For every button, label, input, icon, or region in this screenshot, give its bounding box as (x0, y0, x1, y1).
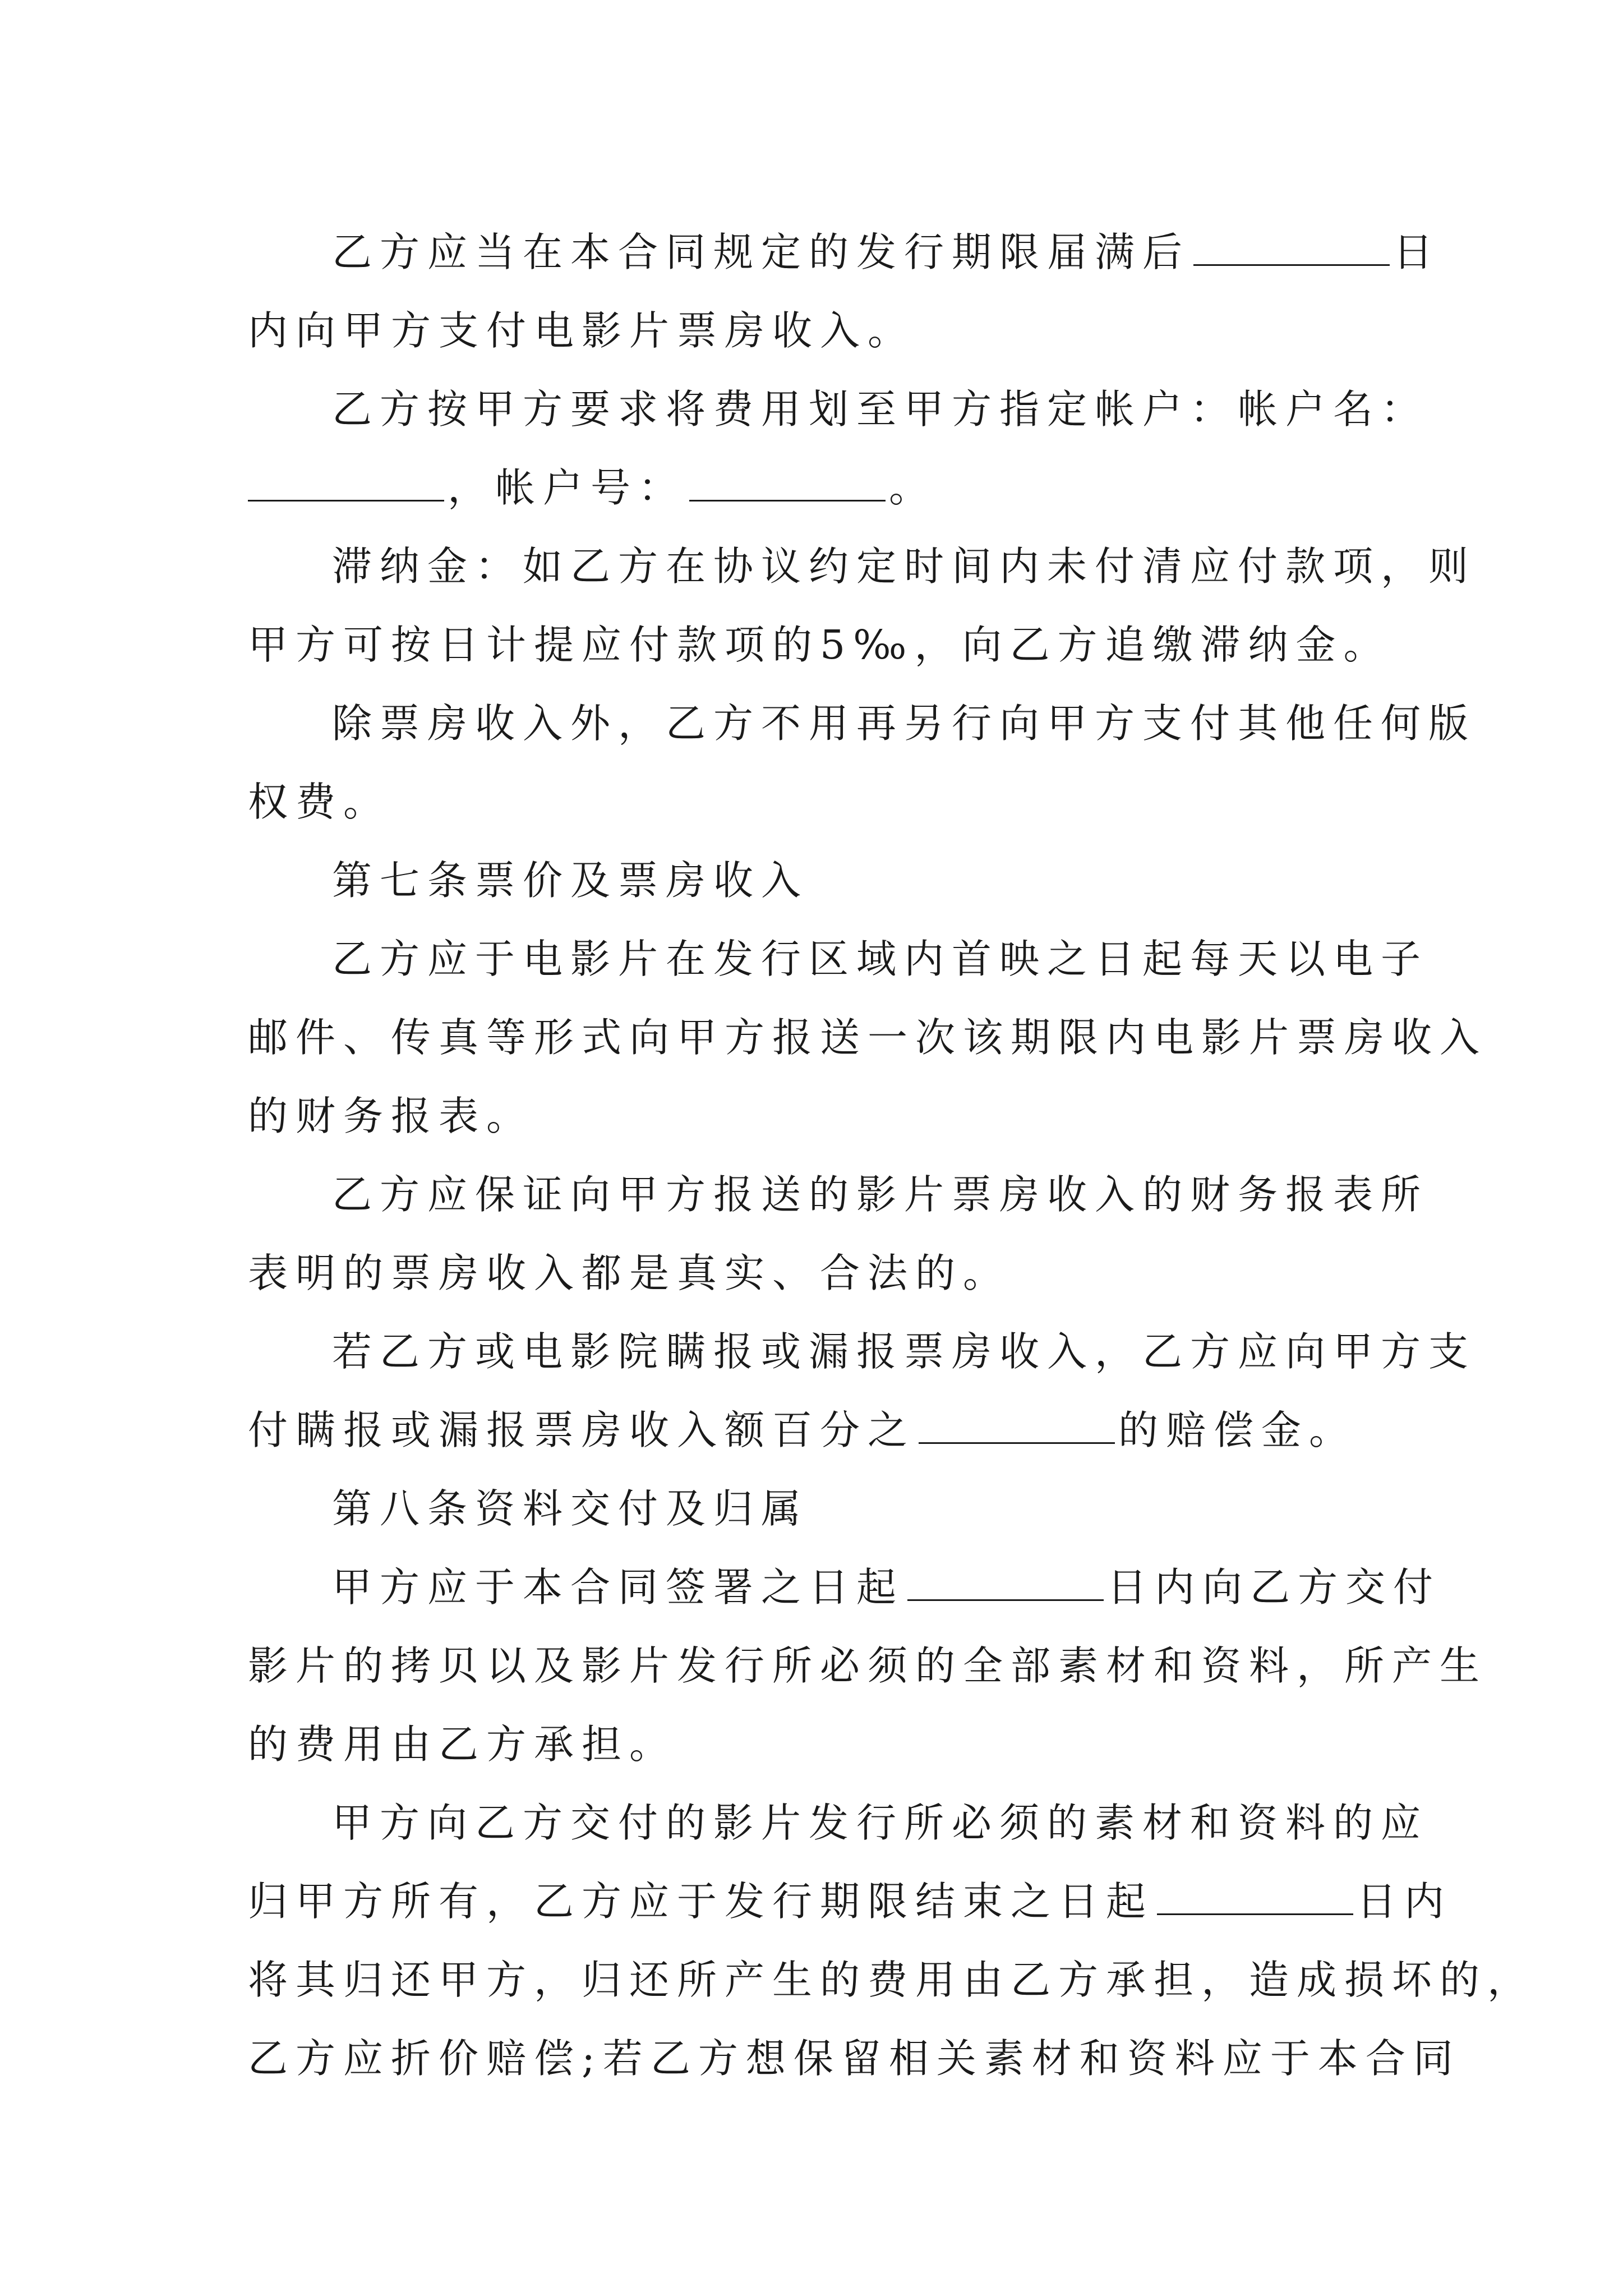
p4-line2 (248, 763, 1392, 841)
text-run: 乙方应保证向甲方报送的影片票房收入的财务报表所 (332, 1171, 1429, 1218)
text-run: 的财务报表。 (248, 1093, 534, 1139)
text-run: 的赔偿金。 (1118, 1407, 1357, 1453)
fill-in-blank (1157, 1880, 1353, 1915)
text-run: 归甲方所有，乙方应于发行期限结束之日起 (248, 1878, 1154, 1925)
text-run: 邮件、传真等形式向甲方报送一次该期限内电影片票房收入 (248, 1014, 1488, 1061)
text-run: 甲方向乙方交付的影片发行所必须的素材和资料的应 (332, 1800, 1429, 1846)
text-run: 除票房收入外，乙方不用再另行向甲方支付其他任何版 (332, 700, 1477, 747)
p2-line2 (248, 449, 1392, 527)
p7-line1 (248, 1156, 1429, 1234)
fill-in-blank (919, 1409, 1115, 1444)
text-run: 影片的拷贝以及影片发行所必须的全部素材和资料，所产生 (248, 1642, 1488, 1689)
fill-in-blank (689, 466, 886, 501)
section-heading-8 (248, 1470, 1392, 1548)
text-run: 乙方应折价赔偿;若乙方想保留相关素材和资料应于本合同 (248, 2035, 1461, 2082)
text-run: 表明的票房收入都是真实、合法的。 (248, 1250, 1011, 1296)
p7-line2 (248, 1234, 1392, 1313)
p10-line3 (248, 1705, 1392, 1784)
text-run: 日 (1393, 229, 1441, 275)
p4-line1 (248, 684, 1477, 763)
text-run: 日内向乙方交付 (1107, 1564, 1441, 1611)
p2-line1 (248, 370, 1429, 449)
text-run: 乙方按甲方要求将费用划至甲方指定帐户：帐户名： (332, 386, 1429, 432)
fill-in-blank (907, 1566, 1104, 1601)
p6-line1 (248, 920, 1429, 999)
p8-line2 (248, 1391, 1392, 1470)
p11-line2 (248, 1862, 1453, 1941)
text-run: 第八条资料交付及归属 (332, 1485, 809, 1532)
fill-in-blank (248, 466, 444, 501)
p1-line1 (248, 213, 1441, 292)
section-heading-7 (248, 841, 1392, 920)
p8-line1 (248, 1313, 1477, 1391)
fill-in-blank (1193, 231, 1390, 266)
text-run: 。 (889, 464, 937, 511)
text-run: ，帐户号： (448, 464, 686, 511)
p10-line2 (248, 1627, 1488, 1705)
text-run: 乙方应当在本合同规定的发行期限届满后 (332, 229, 1191, 275)
p3-line2 (248, 606, 1392, 684)
p6-line3 (248, 1077, 1392, 1156)
text-run: 乙方应于电影片在发行区域内首映之日起每天以电子 (332, 936, 1429, 982)
text-run: 内向甲方支付电影片票房收入。 (248, 307, 916, 354)
p11-line4 (248, 2019, 1461, 2098)
text-run: 若乙方或电影院瞒报或漏报票房收入，乙方应向甲方支 (332, 1328, 1477, 1375)
text-run: 甲方可按日计提应付款项的5‰，向乙方追缴滞纳金。 (248, 622, 1391, 668)
text-run: 滞纳金：如乙方在协议约定时间内未付清应付款项，则 (332, 543, 1477, 590)
p11-line1 (248, 1784, 1429, 1862)
text-run: 将其归还甲方，归还所产生的费用由乙方承担，造成损坏的， (248, 1957, 1536, 2003)
text-run: 日内 (1357, 1878, 1453, 1925)
document-page (248, 213, 1536, 2098)
p3-line1 (248, 527, 1477, 606)
text-run: 的费用由乙方承担。 (248, 1721, 677, 1768)
p1-line2 (248, 292, 1392, 370)
p10-line1 (248, 1548, 1441, 1627)
text-run: 甲方应于本合同签署之日起 (332, 1564, 905, 1611)
text-run: 第七条票价及票房收入 (332, 857, 809, 904)
text-run: 付瞒报或漏报票房收入额百分之 (248, 1407, 916, 1453)
text-run: 权费。 (248, 779, 391, 825)
p11-line3 (248, 1941, 1536, 2019)
p6-line2 (248, 999, 1488, 1077)
